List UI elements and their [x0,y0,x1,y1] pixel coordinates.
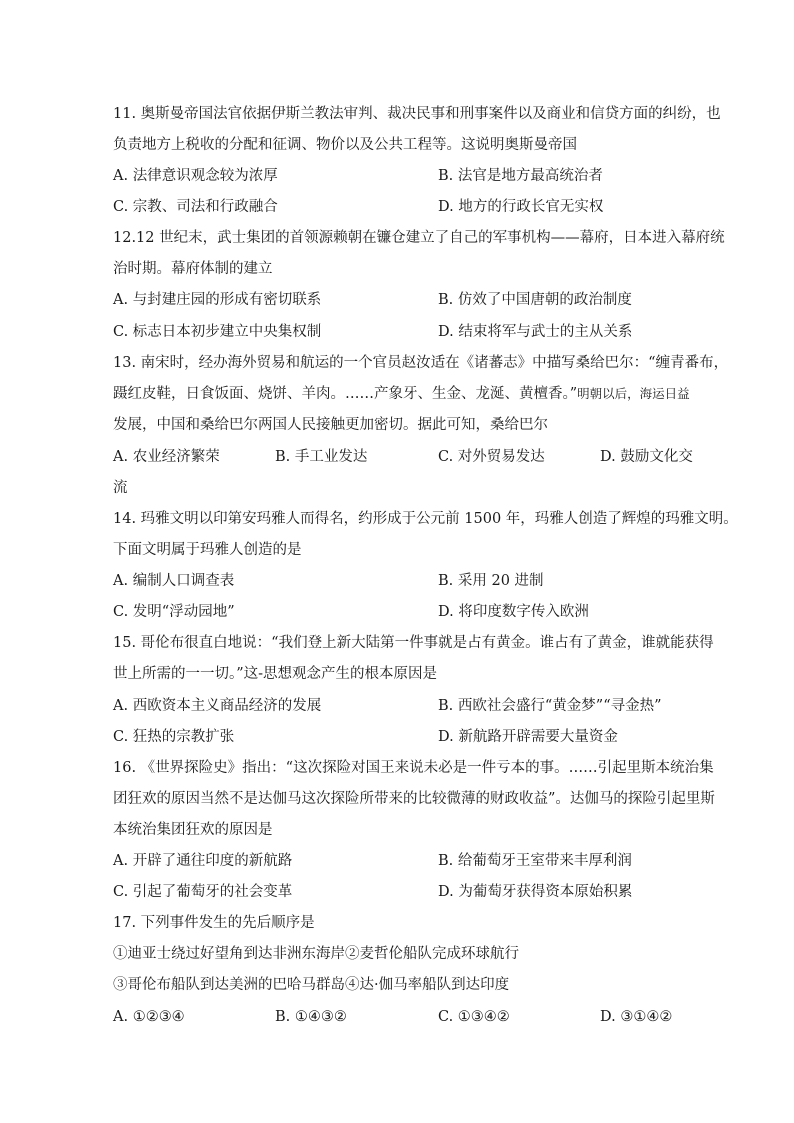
question-16-stem-line-3: 本统治集团狂欢的原因是 [113,822,273,838]
question-17-option-c: C. ①③④② [438,1009,510,1025]
question-17-stem-line-3: ③哥伦布船队到达美洲的巴哈马群岛④达·伽马率船队到达印度 [113,977,510,993]
question-15-stem-line-1: 15. 哥伦布很直白地说：“我们登上新大陆第一件事就是占有黄金。谁占有了黄金，谁就能获得 [113,635,714,651]
question-17-option-a: A. ①②③④ [113,1009,185,1025]
question-13-option-c: C. 对外贸易发达 [438,449,545,465]
question-17-option-b: B. ①④③② [275,1009,347,1025]
question-16-option-a: A. 开辟了通往印度的新航路 [113,853,293,869]
question-11-stem-line-1: 11. 奥斯曼帝国法官依据伊斯兰教法审判、裁决民事和刑事案件以及商业和信贷方面的纠纷，也 [113,106,721,122]
question-13-option-d: D. 鼓励文化交 [600,449,693,465]
question-13-option-a: A. 农业经济繁荣 [113,449,220,465]
question-13-stem-line-3: 发展，中国和桑给巴尔两国人民接触更加密切。据此可知，桑给巴尔 [113,417,548,433]
question-17-stem-line-1: 17. 下列事件发生的先后顺序是 [113,915,315,931]
question-14-stem-line-1: 14. 玛雅文明以印第安玛雅人而得名，约形成于公元前 1500 年，玛雅人创造了辉煌的玛雅文明。 [113,511,738,527]
question-11-option-d: D. 地方的行政长官无实权 [438,199,604,215]
question-17-option-d: D. ③①④② [600,1009,673,1025]
question-11-option-c: C. 宗教、司法和行政融合 [113,199,278,215]
question-14-option-a: A. 编制人口调查表 [113,573,235,589]
question-15-stem-line-2: 世上所需的一一切。”这-思想观念产生的根本原因是 [113,666,438,682]
question-13-option-b: B. 手工业发达 [275,449,368,465]
question-15-option-b: B. 西欧社会盛行“黄金梦”“寻金热” [438,698,662,714]
question-13-option-d-wrap: 流 [113,480,128,496]
question-15-option-a: A. 西欧资本主义商品经济的发展 [113,698,322,714]
question-16-option-b: B. 给葡萄牙王室带来丰厚利润 [438,853,632,869]
question-16-option-d: D. 为葡萄牙获得资本原始积累 [438,884,633,900]
question-13-stem-line-2-small: 明朝以后，海运日益 [577,386,690,401]
question-13-stem-line-2-main: 蹑红皮鞋，日食饭面、烧饼、羊肉。……产象牙、生金、龙涎、黄檀香。” [113,386,578,402]
question-11-option-b: B. 法官是地方最高统治者 [438,168,603,184]
question-14-option-b: B. 采用 20 进制 [438,573,544,589]
question-16-stem-line-2: 团狂欢的原因当然不是达伽马这次探险所带来的比较微薄的财政收益”。达伽马的探险引起里斯 [113,791,715,807]
question-14-option-d: D. 将印度数字传入欧洲 [438,604,589,620]
question-13-stem-line-1: 13. 南宋时，经办海外贸易和航运的一个官员赵汝适在《诸蕃志》中描写桑给巴尔：“缠青番布， [113,355,729,371]
question-14-stem-line-2: 下面文明属于玛雅人创造的是 [113,542,302,558]
question-11-stem-line-2: 负责地方上税收的分配和征调、物价以及公共工程等。这说明奥斯曼帝国 [113,137,577,153]
question-12-option-c: C. 标志日本初步建立中央集权制 [113,324,322,340]
question-15-option-c: C. 狂热的宗教扩张 [113,729,235,745]
question-11-option-a: A. 法律意识观念较为浓厚 [113,168,278,184]
question-12-stem-line-2: 治时期。幕府体制的建立 [113,261,273,277]
question-16-option-c: C. 引起了葡萄牙的社会变革 [113,884,293,900]
question-15-option-d: D. 新航路开辟需要大量资金 [438,729,618,745]
question-14-option-c: C. 发明“浮动园地” [113,604,235,620]
question-12-option-b: B. 仿效了中国唐朝的政治制度 [438,292,632,308]
question-16-stem-line-1: 16. 《世界探险史》指出：“这次探险对国王来说未必是一件亏本的事。……引起里斯本统治集 [113,760,714,776]
question-17-stem-line-2: ①迪亚士绕过好望角到达非洲东海岸②麦哲伦船队完成环球航行 [113,946,519,962]
question-12-stem-line-1: 12.12 世纪末，武士集团的首领源赖朝在镰仓建立了自己的军事机构——幕府，日本进入幕府统 [113,230,725,246]
question-12-option-a: A. 与封建庄园的形成有密切联系 [113,292,322,308]
question-12-option-d: D. 结束将军与武士的主从关系 [438,324,633,340]
question-13-stem-line-2 [113,384,690,404]
